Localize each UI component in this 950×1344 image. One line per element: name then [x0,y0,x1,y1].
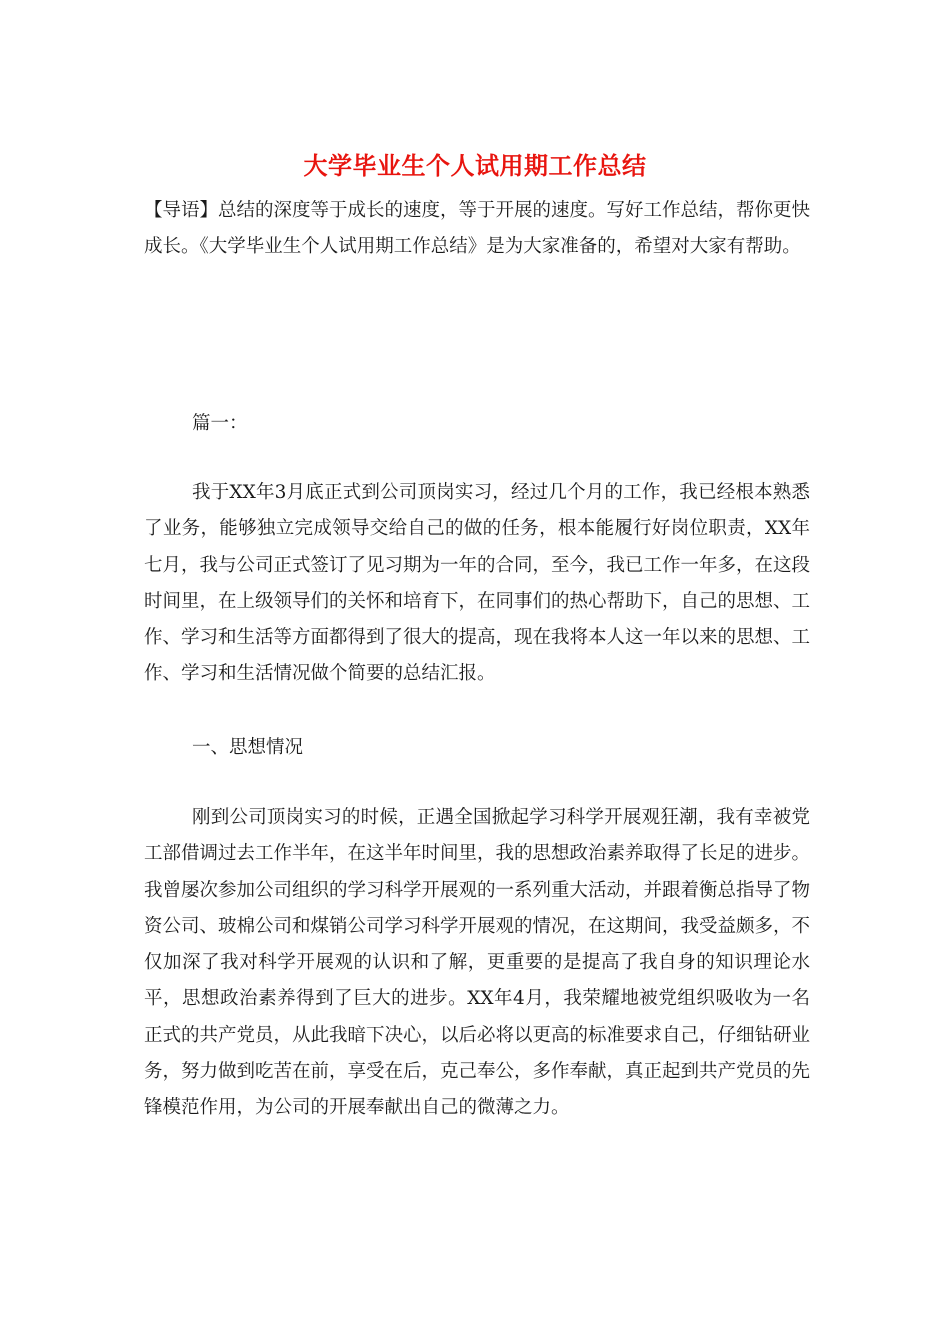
body-paragraph: 刚到公司顶岗实习的时候，正遇全国掀起学习科学开展观狂潮，我有幸被党工部借调过去工作半年，在这半年时间里，我的思想政治素养取得了长足的进步。我曾屡次参加公司组织的学习科学开展观的一系列重大活动，并跟着衡总指导了物资公司、玻棉公司和煤销公司学习科学开展观的情况，在这期间，我受益颇多，不仅加深了我对科学开展观的认识和了解，更重要的是提高了我自身的知识理论水平，思想政治素养得到了巨大的进步。XX年4月，我荣耀地被党组织吸收为一名正式的共产党员，从此我暗下决心，以后必将以更高的标准要求自己，仔细钻研业务，努力做到吃苦在前，享受在后，克己奉公，多作奉献，真正起到共产党员的先锋模范作用，为公司的开展奉献出自己的微薄之力。 [144,807,811,1119]
section-heading: 一、思想情况 [192,737,304,758]
intro-paragraph: 我于XX年3月底正式到公司顶岗实习，经过几个月的工作，我已经根本熟悉了业务，能够独立完成领导交给自己的做的任务，根本能履行好岗位职责，XX年七月，我与公司正式签订了见习期为一年的合同，至今，我已工作一年多，在这段时间里，在上级领导们的关怀和培育下，在同事们的热心帮助下，自己的思想、工作、学习和生活等方面都得到了很大的提高，现在我将本人这一年以来的思想、工作、学习和生活情况做个简要的总结汇报。 [144,482,811,685]
document-title: 大学毕业生个人试用期工作总结 [303,151,647,180]
lead-paragraph: 【导语】总结的深度等于成长的速度，等于开展的速度。写好工作总结，帮你更快成长。《大学毕业生个人试用期工作总结》是为大家准备的，希望对大家有帮助。 [144,200,811,257]
section-label: 篇一： [192,413,248,434]
